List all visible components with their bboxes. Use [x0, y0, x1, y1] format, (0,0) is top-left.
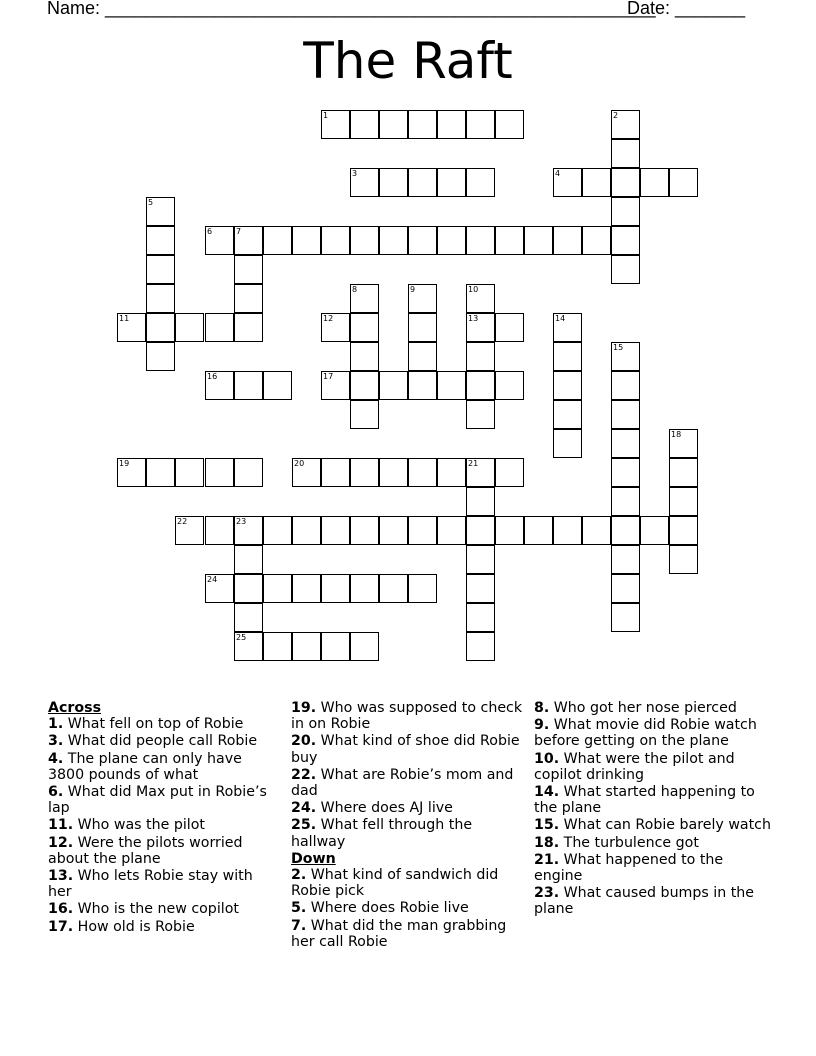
- crossword-cell[interactable]: [553, 516, 582, 545]
- crossword-cell[interactable]: [350, 371, 379, 400]
- crossword-cell[interactable]: [379, 458, 408, 487]
- clue-text: What were the pilot and copilot drinking: [534, 750, 735, 783]
- clue-text: Were the pilots worried about the plane: [48, 834, 243, 867]
- crossword-cell[interactable]: [553, 429, 582, 458]
- crossword-cell[interactable]: [321, 226, 350, 255]
- crossword-cell[interactable]: [146, 458, 175, 487]
- clue-text: What caused bumps in the plane: [534, 885, 755, 918]
- crossword-cell[interactable]: [669, 168, 698, 197]
- down-clue: [534, 784, 774, 816]
- clue-num: 25.: [291, 817, 317, 834]
- crossword-cell[interactable]: [524, 516, 553, 545]
- crossword-cell[interactable]: [379, 110, 408, 139]
- clue-number: 12: [323, 314, 334, 323]
- down-clue: [534, 717, 774, 749]
- crossword-cell[interactable]: [379, 168, 408, 197]
- crossword-cell[interactable]: [263, 226, 292, 255]
- across-clue: [291, 733, 523, 765]
- clue-text: What kind of sandwich did Robie pick: [291, 867, 499, 900]
- crossword-cell[interactable]: [611, 168, 640, 197]
- clue-num: 22.: [291, 766, 317, 783]
- clue-number: 4: [555, 169, 561, 178]
- crossword-cell[interactable]: [408, 226, 437, 255]
- clue-number: 17: [323, 372, 334, 381]
- crossword-cell[interactable]: [321, 110, 350, 139]
- crossword-cell[interactable]: [350, 458, 379, 487]
- crossword-cell[interactable]: [321, 313, 350, 342]
- crossword-cell[interactable]: [234, 226, 263, 255]
- crossword-cell[interactable]: [205, 516, 234, 545]
- crossword-cell[interactable]: [379, 574, 408, 603]
- crossword-cell[interactable]: [263, 574, 292, 603]
- crossword-cell[interactable]: [466, 516, 495, 545]
- crossword-cell[interactable]: [437, 110, 466, 139]
- clue-num: 2.: [291, 867, 307, 884]
- crossword-cell[interactable]: [553, 226, 582, 255]
- crossword-cell[interactable]: [292, 574, 321, 603]
- crossword-cell[interactable]: [117, 458, 146, 487]
- crossword-cell[interactable]: [524, 226, 553, 255]
- crossword-cell[interactable]: [408, 284, 437, 313]
- crossword-cell[interactable]: [611, 603, 640, 632]
- crossword-cell[interactable]: [466, 400, 495, 429]
- crossword-cell[interactable]: [437, 371, 466, 400]
- crossword-cell[interactable]: [234, 603, 263, 632]
- clue-num: 9.: [534, 717, 550, 734]
- clue-num: 14.: [534, 784, 560, 801]
- name-field-label: Name: _______________________________________________________: [47, 0, 656, 18]
- crossword-cell[interactable]: [234, 313, 263, 342]
- crossword-cell[interactable]: [437, 458, 466, 487]
- crossword-cell[interactable]: [292, 226, 321, 255]
- crossword-cell[interactable]: [234, 458, 263, 487]
- clues-column-2: [291, 700, 523, 951]
- crossword-cell[interactable]: [117, 313, 146, 342]
- clue-text: What did people call Robie: [63, 733, 258, 750]
- crossword-cell[interactable]: [611, 139, 640, 168]
- crossword-cell[interactable]: [408, 342, 437, 371]
- crossword-cell[interactable]: [205, 574, 234, 603]
- crossword-cell[interactable]: [495, 313, 524, 342]
- clue-number: 13: [468, 314, 479, 323]
- crossword-cell[interactable]: [379, 226, 408, 255]
- crossword-cell[interactable]: [466, 458, 495, 487]
- clue-text: Who lets Robie stay with her: [48, 868, 253, 901]
- clue-number: 21: [468, 459, 479, 468]
- crossword-cell[interactable]: [495, 371, 524, 400]
- crossword-cell[interactable]: [611, 545, 640, 574]
- down-clue: [534, 817, 774, 833]
- crossword-cell[interactable]: [611, 429, 640, 458]
- crossword-cell[interactable]: [321, 516, 350, 545]
- crossword-cell[interactable]: [350, 632, 379, 661]
- crossword-cell[interactable]: [292, 516, 321, 545]
- crossword-cell[interactable]: [466, 574, 495, 603]
- crossword-cell[interactable]: [205, 313, 234, 342]
- clue-text: What fell through the hallway: [291, 817, 473, 850]
- clue-number: 15: [613, 343, 624, 352]
- crossword-cell[interactable]: [553, 342, 582, 371]
- clue-number: 16: [207, 372, 218, 381]
- across-clue: [48, 919, 278, 935]
- across-clue: [48, 817, 278, 833]
- clue-num: 21.: [534, 851, 560, 868]
- crossword-cell[interactable]: [611, 371, 640, 400]
- across-clue: [291, 767, 523, 799]
- clue-number: 6: [207, 227, 213, 236]
- across-clue: [291, 817, 523, 849]
- crossword-cell[interactable]: [175, 516, 204, 545]
- across-clue: [48, 733, 278, 749]
- crossword-cell[interactable]: [263, 632, 292, 661]
- clue-number: 11: [119, 314, 130, 323]
- crossword-cell[interactable]: [350, 342, 379, 371]
- crossword-cell[interactable]: [350, 284, 379, 313]
- crossword-cell[interactable]: [146, 255, 175, 284]
- clue-num: 18.: [534, 834, 560, 851]
- crossword-cell[interactable]: [408, 574, 437, 603]
- down-clue: [534, 885, 774, 917]
- crossword-cell[interactable]: [669, 487, 698, 516]
- crossword-cell[interactable]: [611, 487, 640, 516]
- crossword-cell[interactable]: [466, 603, 495, 632]
- clue-text: What fell on top of Robie: [63, 716, 244, 733]
- crossword-cell[interactable]: [611, 342, 640, 371]
- crossword-cell[interactable]: [234, 516, 263, 545]
- crossword-cell[interactable]: [466, 371, 495, 400]
- clue-num: 1.: [48, 716, 64, 733]
- clue-number: 2: [613, 111, 619, 120]
- clue-num: 11.: [48, 817, 74, 834]
- clue-number: 18: [671, 430, 682, 439]
- clue-text: What did Max put in Robie’s lap: [48, 784, 267, 817]
- clue-num: 24.: [291, 800, 317, 817]
- clue-num: 13.: [48, 868, 74, 885]
- crossword-cell[interactable]: [408, 110, 437, 139]
- clues-column-3: [534, 700, 774, 919]
- across-heading: Across: [48, 700, 102, 716]
- clue-text: Where does AJ live: [316, 800, 453, 817]
- across-clue: [291, 800, 523, 816]
- down-clue: [291, 867, 523, 899]
- down-clue: [534, 700, 774, 716]
- crossword-cell[interactable]: [263, 516, 292, 545]
- clue-num: 19.: [291, 700, 317, 716]
- crossword-cell[interactable]: [408, 516, 437, 545]
- crossword-cell[interactable]: [292, 458, 321, 487]
- clue-number: 24: [207, 575, 218, 584]
- clue-num: 23.: [534, 885, 560, 902]
- down-clue: [291, 918, 523, 950]
- crossword-cell[interactable]: [234, 632, 263, 661]
- crossword-cell[interactable]: [379, 371, 408, 400]
- crossword-cell[interactable]: [466, 284, 495, 313]
- crossword-cell[interactable]: [321, 632, 350, 661]
- crossword-cell[interactable]: [495, 110, 524, 139]
- clue-number: 5: [148, 198, 154, 207]
- crossword-cell[interactable]: [669, 545, 698, 574]
- crossword-cell[interactable]: [553, 400, 582, 429]
- down-clue: [291, 900, 523, 916]
- crossword-cell[interactable]: [321, 371, 350, 400]
- crossword-cell[interactable]: [263, 371, 292, 400]
- crossword-cell[interactable]: [611, 226, 640, 255]
- crossword-cell[interactable]: [553, 371, 582, 400]
- crossword-cell[interactable]: [611, 255, 640, 284]
- crossword-cell[interactable]: [553, 168, 582, 197]
- crossword-cell[interactable]: [466, 487, 495, 516]
- crossword-cell[interactable]: [611, 516, 640, 545]
- clue-text: Where does Robie live: [306, 900, 469, 917]
- crossword-cell[interactable]: [146, 313, 175, 342]
- crossword-cell[interactable]: [466, 168, 495, 197]
- down-heading: Down: [291, 850, 336, 867]
- clue-text: Who is the new copilot: [73, 901, 239, 918]
- across-clue: [48, 716, 278, 732]
- crossword-cell[interactable]: [234, 574, 263, 603]
- crossword-cell[interactable]: [234, 371, 263, 400]
- clue-text: What kind of shoe did Robie buy: [291, 733, 520, 766]
- down-clue: [534, 835, 774, 851]
- clue-number: 3: [352, 169, 358, 178]
- clue-text: How old is Robie: [73, 918, 195, 935]
- crossword-cell[interactable]: [640, 168, 669, 197]
- clue-text: The turbulence got: [559, 834, 699, 851]
- across-clue: [48, 868, 278, 900]
- clue-text: What movie did Robie watch before getting on the plane: [534, 717, 757, 750]
- crossword-cell[interactable]: [379, 516, 408, 545]
- clue-number: 8: [352, 285, 358, 294]
- crossword-cell[interactable]: [350, 226, 379, 255]
- clue-num: 20.: [291, 733, 317, 750]
- across-clue: [48, 751, 278, 783]
- crossword-cell[interactable]: [495, 458, 524, 487]
- crossword-cell[interactable]: [408, 168, 437, 197]
- crossword-cell[interactable]: [466, 226, 495, 255]
- clue-num: 4.: [48, 750, 64, 767]
- crossword-cell[interactable]: [437, 168, 466, 197]
- date-field-label: Date: _______: [627, 0, 746, 18]
- crossword-cell[interactable]: [437, 226, 466, 255]
- crossword-cell[interactable]: [205, 226, 234, 255]
- page-title: The Raft: [303, 32, 513, 90]
- clue-text: What happened to the engine: [534, 851, 724, 885]
- crossword-cell[interactable]: [466, 342, 495, 371]
- clue-text: The plane can only have 3800 pounds of what: [48, 750, 242, 783]
- crossword-cell[interactable]: [582, 226, 611, 255]
- clue-text: Who got her nose pierced: [549, 700, 737, 716]
- clue-num: 8.: [534, 700, 550, 716]
- crossword-cell[interactable]: [466, 313, 495, 342]
- crossword-cell[interactable]: [669, 458, 698, 487]
- crossword-cell[interactable]: [292, 632, 321, 661]
- clue-num: 7.: [291, 917, 307, 934]
- crossword-cell[interactable]: [553, 313, 582, 342]
- crossword-cell[interactable]: [582, 516, 611, 545]
- crossword-cell[interactable]: [175, 313, 204, 342]
- crossword-cell[interactable]: [408, 371, 437, 400]
- crossword-cell[interactable]: [350, 110, 379, 139]
- down-clue: [534, 751, 774, 783]
- crossword-cell[interactable]: [146, 284, 175, 313]
- crossword-cell[interactable]: [146, 342, 175, 371]
- crossword-cell[interactable]: [175, 458, 204, 487]
- clue-num: 16.: [48, 901, 74, 918]
- clue-text: What started happening to the plane: [534, 784, 755, 817]
- crossword-cell[interactable]: [234, 545, 263, 574]
- crossword-cell[interactable]: [350, 400, 379, 429]
- clue-text: What can Robie barely watch: [559, 817, 771, 834]
- crossword-cell[interactable]: [234, 284, 263, 313]
- clue-number: 10: [468, 285, 479, 294]
- crossword-cell[interactable]: [611, 400, 640, 429]
- crossword-cell[interactable]: [350, 168, 379, 197]
- crossword-cell[interactable]: [437, 516, 466, 545]
- crossword-cell[interactable]: [466, 632, 495, 661]
- clue-num: 3.: [48, 733, 64, 750]
- crossword-cell[interactable]: [321, 574, 350, 603]
- clue-text: What did the man grabbing her call Robie: [291, 917, 507, 950]
- clue-number: 14: [555, 314, 566, 323]
- crossword-cell[interactable]: [669, 516, 698, 545]
- clue-number: 1: [323, 111, 329, 120]
- clue-text: What are Robie’s mom and dad: [291, 766, 514, 800]
- crossword-cell[interactable]: [146, 197, 175, 226]
- crossword-cell[interactable]: [321, 458, 350, 487]
- crossword-cell[interactable]: [350, 574, 379, 603]
- crossword-cell[interactable]: [495, 516, 524, 545]
- across-clue: [291, 700, 523, 732]
- crossword-cell[interactable]: [205, 371, 234, 400]
- crossword-cell[interactable]: [408, 313, 437, 342]
- clue-number: 25: [236, 633, 247, 642]
- crossword-cell[interactable]: [611, 110, 640, 139]
- across-clue: [48, 784, 278, 816]
- crossword-cell[interactable]: [611, 197, 640, 226]
- crossword-cell[interactable]: [466, 545, 495, 574]
- crossword-cell[interactable]: [669, 429, 698, 458]
- clue-number: 7: [236, 227, 242, 236]
- clues-column-1: [48, 700, 278, 936]
- clue-num: 15.: [534, 817, 560, 834]
- clue-num: 12.: [48, 834, 74, 851]
- crossword-cell[interactable]: [611, 458, 640, 487]
- clue-text: Who was the pilot: [73, 817, 205, 834]
- crossword-cell[interactable]: [611, 574, 640, 603]
- clue-number: 9: [410, 285, 416, 294]
- crossword-cell[interactable]: [234, 255, 263, 284]
- crossword-cell[interactable]: [350, 516, 379, 545]
- clue-text: Who was supposed to check in on Robie: [291, 700, 523, 733]
- crossword-cell[interactable]: [640, 516, 669, 545]
- crossword-cell[interactable]: [146, 226, 175, 255]
- clue-number: 23: [236, 517, 247, 526]
- clue-number: 22: [177, 517, 188, 526]
- crossword-cell[interactable]: [350, 313, 379, 342]
- clue-num: 6.: [48, 784, 64, 801]
- clue-number: 19: [119, 459, 130, 468]
- crossword-cell[interactable]: [582, 168, 611, 197]
- clue-num: 5.: [291, 900, 307, 917]
- down-clue: [534, 852, 774, 884]
- crossword-cell[interactable]: [205, 458, 234, 487]
- crossword-cell[interactable]: [466, 110, 495, 139]
- across-clue: [48, 901, 278, 917]
- crossword-cell[interactable]: [408, 458, 437, 487]
- clue-num: 17.: [48, 918, 74, 935]
- across-clue: [48, 835, 278, 867]
- clue-number: 20: [294, 459, 305, 468]
- crossword-cell[interactable]: [495, 226, 524, 255]
- clue-num: 10.: [534, 750, 560, 767]
